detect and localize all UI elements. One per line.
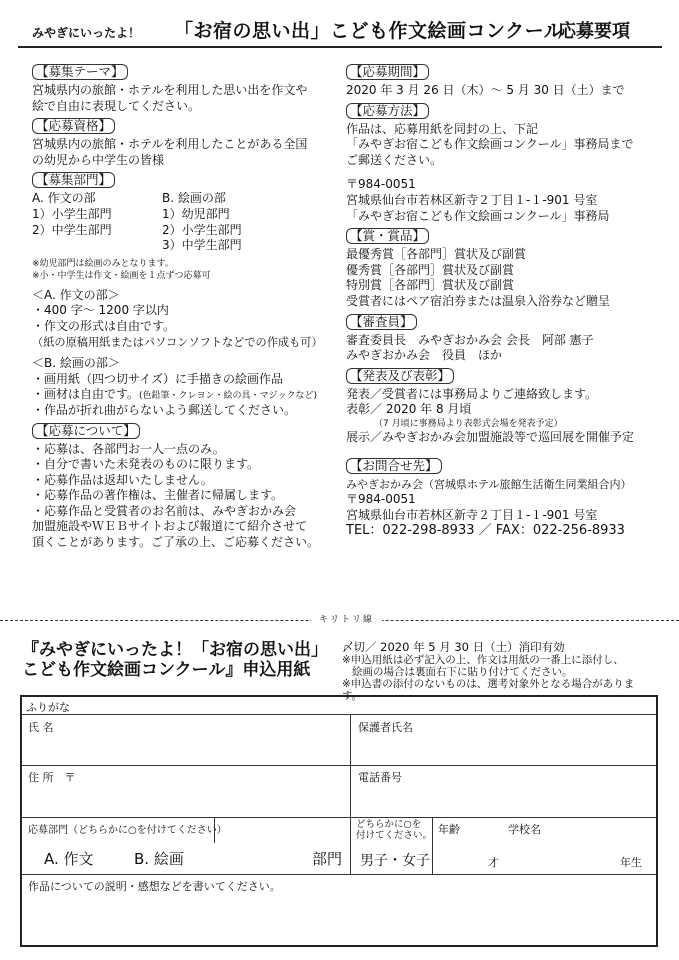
division-item: 1）小学生部門 [32, 206, 112, 221]
text-line: ・応募作品は返却いたしません。 [32, 472, 213, 487]
section-heading-divisions: 【募集部門】 [32, 172, 115, 188]
text-line: 「みやぎお宿こども作文絵画コンクール」事務局まで [346, 137, 634, 152]
address-label: 住 所 〒 [28, 771, 76, 784]
text-line: （紙の原稿用紙またはパソコンソフトなどでの作成も可） [32, 335, 323, 349]
text-line: みやぎおかみ会（宮城県ホテル旅館生活衛生同業組合内） [346, 477, 632, 491]
section-heading-announcement: 【発表及び表彰】 [346, 368, 454, 384]
furigana-label: ふりがな [26, 701, 70, 714]
text-line: の幼児から中学生の皆様 [32, 152, 165, 167]
division-option-drawing[interactable]: B. 絵画 [134, 850, 184, 868]
text-line: 「みやぎお宿こども作文絵画コンクール」事務局 [346, 208, 610, 223]
note-line: ※申込書の添付のないものは、選考対象外となる場合があります。 [342, 678, 635, 702]
text-line: ・画用紙（四つ切サイズ）に手描きの絵画作品 [32, 371, 284, 386]
subsection-heading-drawing: ＜B. 絵画の部＞ [32, 356, 120, 371]
form-title-line: こども作文絵画コンクール』申込用紙 [22, 660, 311, 680]
text-line: 展示／みやぎおかみ会加盟施設等で巡回展を開催予定 [346, 429, 635, 444]
text-line: 〒984-0051 [346, 492, 416, 507]
gender-instruction-line: 付けてください。 [356, 830, 433, 841]
text-line: 審査委員長 みやぎおかみ会 会長 阿部 憲子 [346, 332, 594, 347]
division-suffix: 部門 [312, 850, 343, 868]
text-line: 加盟施設やＷＥＢサイトおよび報道にて紹介させて [32, 519, 308, 534]
form-notes [342, 640, 642, 702]
text-line: 表彰／ 2020 年 8 月頃 [346, 402, 472, 417]
note-line: （7 月頃に事務局より表彰式会場を発表予定） [374, 418, 563, 429]
header-lead: みやぎにいったよ！ [32, 26, 141, 40]
division-item: 2）中学生部門 [32, 222, 112, 237]
age-unit: 才 [488, 856, 499, 869]
application-form [20, 695, 658, 947]
text-line: ・400 字～ 1200 字以内 [32, 303, 169, 318]
text-line: 宮城県仙台市若林区新寺２丁目１-１-901 号室 [346, 507, 598, 522]
text-line: ・応募作品と受賞者のお名前は、みやぎおかみ会 [32, 503, 297, 518]
division-a [32, 191, 162, 253]
text-line: みやぎおかみ会 役員 ほか [346, 348, 503, 363]
school-label: 学校名 [508, 823, 541, 836]
text-line: TEL：022-298-8933 ／ FAX：022-256-8933 [346, 523, 625, 539]
text-line: 受賞者にはペア宿泊券または温泉入浴券など贈呈 [346, 293, 611, 308]
text-line: 絵で自由に表現してください。 [32, 98, 201, 113]
text-line: 最優秀賞［各部門］賞状及び副賞 [346, 247, 527, 262]
text-line: 宮城県内の旅館・ホテルを利用したことがある全国 [32, 137, 308, 152]
text-line: ・作品が折れ曲がらないよう郵送してください。 [32, 402, 297, 417]
divisions-list [32, 191, 332, 253]
gender-instruction [356, 819, 432, 841]
text-line-materials [32, 387, 332, 403]
text-line: ・自分で書いた未発表のものに限ります。 [32, 457, 260, 472]
text-line: 〒984-0051 [346, 177, 416, 192]
divider [22, 714, 656, 715]
divider [432, 817, 433, 874]
text-line: 2020 年 3 月 26 日（木）～ 5 月 30 日（土）まで [346, 83, 625, 97]
divider [350, 817, 351, 874]
text-line: ご郵送ください。 [346, 152, 443, 167]
division-b-heading: B. 絵画の部 [162, 191, 226, 206]
division-option-essay[interactable]: A. 作文 [44, 850, 94, 868]
division-label: 応募部門（どちらかに○を付けてください） [28, 825, 227, 836]
description-label: 作品についての説明・感想などを書いてください。 [28, 880, 281, 893]
note-line: ※幼児部門は絵画のみとなります。 [32, 258, 174, 269]
text-line: ・応募作品の著作権は、主催者に帰属します。 [32, 488, 284, 503]
section-heading-contact: 【お問合せ先】 [346, 458, 442, 474]
division-item: 3）中学生部門 [162, 238, 242, 253]
division-item: 1）幼児部門 [162, 206, 230, 221]
divider [22, 874, 656, 875]
note-line: ※小・中学生は作文・絵画を１点ずつ応募可 [32, 270, 211, 281]
divider [214, 817, 215, 843]
cut-line-label: キリトリ線 [311, 612, 382, 625]
division-item: 2）小学生部門 [162, 222, 242, 237]
text-line: 頂くことがあります。ご了承の上、ご応募ください。 [32, 535, 320, 550]
text-line: ・応募は、各部門お一人一点のみ。 [32, 441, 225, 456]
deadline: 〆切／ 2020 年 5 月 30 日（土）消印有効 [342, 640, 565, 654]
divider [22, 765, 656, 766]
header-title: 「お宿の思い出」こども作文絵画コンクール [174, 20, 564, 42]
text-line: 特別賞［各部門］賞状及び副賞 [346, 278, 515, 293]
grade-unit: 年生 [620, 856, 642, 869]
text-line: 宮城県内の旅館・ホテルを利用した思い出を作文や [32, 83, 308, 97]
name-label: 氏 名 [28, 721, 54, 734]
section-heading-judges: 【審査員】 [346, 314, 417, 330]
section-heading-eligibility: 【応募資格】 [32, 118, 115, 134]
guardian-label: 保護者氏名 [358, 721, 413, 734]
right-column [346, 60, 656, 539]
section-heading-period: 【応募期間】 [346, 64, 429, 80]
form-title-line: 『みやぎにいったよ！「お宿の思い出」 [22, 640, 328, 660]
form-title [22, 640, 328, 680]
gender-options[interactable]: 男子・女子 [360, 853, 430, 869]
section-heading-prizes: 【賞・賞品】 [346, 228, 429, 244]
age-label: 年齢 [438, 823, 460, 836]
section-heading-theme: 【募集テーマ】 [32, 64, 128, 80]
division-a-heading: A. 作文の部 [32, 191, 96, 206]
text-small: (色鉛筆・クレヨン・絵の具・マジックなど) [139, 391, 318, 402]
text-line: 発表／受賞者には事務局よりご連絡致します。 [346, 386, 598, 401]
text-line: 宮城県仙台市若林区新寺２丁目１-１-901 号室 [346, 192, 598, 207]
phone-label: 電話番号 [358, 771, 402, 784]
divider [22, 817, 656, 818]
subsection-heading-essay: ＜A. 作文の部＞ [32, 287, 120, 302]
note-line: 絵画の場合は裏面右下に貼り付けてください。 [352, 666, 573, 678]
division-b [162, 191, 292, 253]
note-line: ※申込用紙は必ず記入の上、作文は用紙の一番上に添付し、 [342, 654, 624, 666]
text: ・画材は自由です。 [32, 387, 140, 402]
section-heading-method: 【応募方法】 [346, 103, 429, 119]
header [18, 8, 662, 48]
text-line: 作品は、応募用紙を同封の上、下記 [346, 121, 539, 136]
text-line: ・作文の形式は自由です。 [32, 318, 176, 333]
left-column [32, 60, 332, 551]
text-line: 優秀賞［各部門］賞状及び副賞 [346, 262, 515, 277]
gender-instruction-line: どちらかに○を [356, 819, 422, 830]
header-tail: 応募要項 [558, 21, 630, 42]
section-heading-about: 【応募について】 [32, 423, 140, 439]
